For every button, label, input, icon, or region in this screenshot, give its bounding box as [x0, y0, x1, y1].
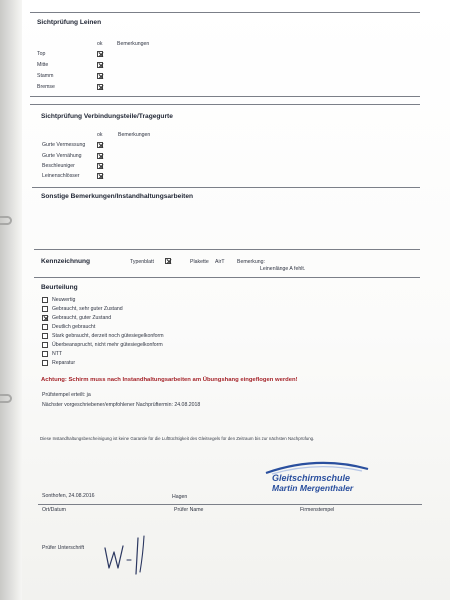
pruefer-name-value: Hagen [172, 494, 188, 500]
rule-2 [30, 104, 420, 105]
leinen-item-mitte: Mitte [37, 62, 49, 68]
top-rule [30, 12, 420, 13]
rule-1 [30, 96, 420, 97]
section-title-sonstige: Sonstige Bemerkungen/Instandhaltungsarbeiten [41, 193, 194, 200]
handwritten-signature [100, 528, 160, 578]
col-remarks-leinen: Bemerkungen [117, 41, 150, 47]
beurteilung-option-6: NTT [52, 351, 63, 357]
unterschrift-label: Prüfer Unterschrift [42, 545, 85, 551]
ort-datum-value: Sonthofen, 24.08.2016 [42, 493, 95, 499]
typenblatt-checkbox[interactable] [165, 258, 171, 264]
firmenstempel-label: Firmenstempel [300, 507, 335, 513]
rule-3 [32, 187, 420, 188]
beurteilung-option-4: Stark gebraucht, derzeit noch gütesiegelkonform [52, 333, 164, 339]
pruefer-name-label: Prüfer Name [174, 507, 204, 513]
beurteilung-option-0: Neuwertig [52, 297, 76, 303]
beurteilung-option-7: Reparatur [52, 360, 76, 366]
verbindung-item-leinenschloesser: Leinenschlösser [42, 173, 80, 179]
leinen-item-stamm: Stamm [37, 73, 54, 79]
verbindung-checkbox-beschleuniger[interactable] [97, 163, 103, 169]
section-title-leinen: Sichtprüfung Leinen [37, 19, 102, 26]
beurteilung-checkbox-4[interactable] [42, 333, 48, 339]
plakette-value: AirT [215, 259, 225, 265]
leinen-checkbox-mitte[interactable] [97, 62, 103, 68]
warning-text: Achtung: Schirm muss nach Instandhaltungsarbeiten am Übungshang eingeflogen werden! [41, 377, 298, 383]
beurteilung-checkbox-6[interactable] [42, 351, 48, 357]
beurteilung-checkbox-1[interactable] [42, 306, 48, 312]
logo-line1: Gleitschirmschule [272, 473, 351, 483]
binder-shadow [0, 0, 22, 600]
leinen-checkbox-bremse[interactable] [97, 84, 103, 90]
beurteilung-option-1: Gebraucht, sehr guter Zustand [52, 306, 123, 312]
verbindung-item-vernaehung: Gurte Vernähung [42, 153, 82, 159]
plakette-label: Plakette [190, 259, 209, 265]
section-title-verbindung: Sichtprüfung Verbindungsteile/Tragegurte [41, 113, 173, 120]
verbindung-checkbox-vernaehung[interactable] [97, 153, 103, 159]
beurteilung-checkbox-5[interactable] [42, 342, 48, 348]
logo-line2: Martin Mergenthaler [272, 483, 354, 493]
beurteilung-option-3: Deutlich gebraucht [52, 324, 96, 330]
typenblatt-label: Typenblatt [130, 259, 154, 265]
beurteilung-checkbox-7[interactable] [42, 360, 48, 366]
pruefstempel-text: Prüfstempel erteilt: ja [42, 392, 91, 398]
col-ok-verbindung: ok [97, 132, 103, 138]
naechster-termin-text: Nächster vorgeschriebener/empfohlener Nachprüftermin: 24.08.2018 [42, 402, 201, 408]
signature-rule [38, 504, 422, 505]
leinen-checkbox-top[interactable] [97, 51, 103, 57]
ort-datum-label: Ort/Datum [42, 507, 66, 513]
leinen-item-top: Top [37, 51, 46, 57]
bemerkung-value: Leinenlänge A fehlt. [260, 266, 306, 272]
verbindung-item-beschleuniger: Beschleuniger [42, 163, 75, 169]
verbindung-checkbox-vermessung[interactable] [97, 142, 103, 148]
beurteilung-checkbox-3[interactable] [42, 324, 48, 330]
leinen-item-bremse: Bremse [37, 84, 55, 90]
verbindung-item-vermessung: Gurte Vermessung [42, 142, 86, 148]
beurteilung-option-2: Gebraucht, guter Zustand [52, 315, 112, 321]
binder-ring-top [0, 216, 12, 225]
beurteilung-option-5: Überbeansprucht, nicht mehr gütesiegelkonform [52, 342, 163, 348]
col-ok-leinen: ok [97, 41, 103, 47]
bemerkung-label: Bemerkung: [237, 259, 265, 265]
rule-4 [34, 249, 420, 250]
leinen-checkbox-stamm[interactable] [97, 73, 103, 79]
section-title-kennzeichnung: Kennzeichnung [41, 258, 91, 265]
verbindung-checkbox-leinenschloesser[interactable] [97, 173, 103, 179]
rule-5 [34, 277, 420, 278]
beurteilung-checkbox-0[interactable] [42, 297, 48, 303]
section-title-beurteilung: Beurteilung [41, 284, 78, 291]
binder-ring-bottom [0, 394, 12, 403]
disclaimer-text: Diese Instandhaltungsbescheinigung ist keine Garantie für die Lufttüchtigkeit des Gleitsegels für den Zeitraum bis zur nächsten Nachprüfung. [40, 436, 315, 441]
beurteilung-checkbox-2[interactable] [42, 315, 48, 321]
col-remarks-verbindung: Bemerkungen [118, 132, 151, 138]
